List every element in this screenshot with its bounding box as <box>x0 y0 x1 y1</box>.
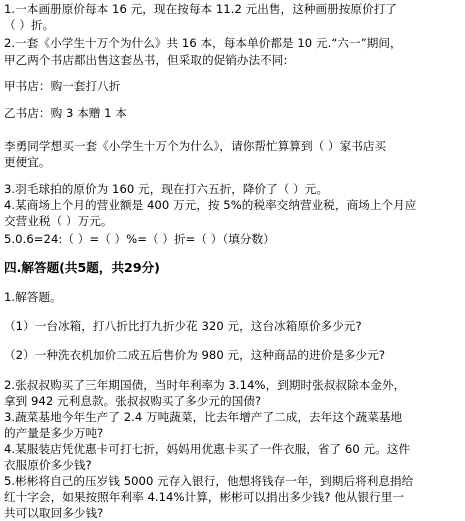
problem-5-line-1: 5.彬彬将自己的压岁钱 5000 元存入银行，他想将钱存一年，到期后将利息捐给 <box>4 474 414 488</box>
q2-line-1: 2.一套《小学生十万个为什么》共 16 本，每本单价都是 10 元.“六一”期间， <box>4 36 402 50</box>
q2-line-3: 李勇同学想买一套《小学生十万个为什么》，请你帮忙算算到（ ）家书店买 <box>4 139 387 153</box>
problem-4-line-1: 4.某服装店凭优惠卡可打七折，妈妈用优惠卡买了一件衣服，省了 60 元。这件 <box>4 442 411 456</box>
problem-5-line-2: 红十字会，如果按照年利率 4.14%计算，彬彬可以捐出多少钱? 他从银行里一 <box>4 490 405 504</box>
q1-line-2: （ ）折。 <box>4 18 55 32</box>
q2-shop-a: 甲书店：购一套打八折 <box>4 79 121 93</box>
problem-1-title: 1.解答题。 <box>4 290 62 304</box>
q4-line-2: 交营业税（ ）万元。 <box>4 214 113 228</box>
q2-shop-b: 乙书店：购 3 本赠 1 本 <box>4 106 127 120</box>
section-4-heading: 四.解答题(共5题，共29分) <box>4 260 160 275</box>
q2-line-2: 甲乙两个书店都出售这套丛书，但采取的促销办法不同: <box>4 53 288 67</box>
problem-1-part-1: （1）一台冰箱，打八折比打九折少花 320 元，这台冰箱原价多少元? <box>4 319 362 333</box>
q4-line-1: 4.某商场上个月的营业额是 400 万元，按 5%的税率交纳营业税，商场上个月应 <box>4 198 417 212</box>
problem-4-line-2: 衣服原价多少钱? <box>4 458 92 472</box>
q5-line: 5.0.6=24:（ ）=（ ）%=（ ）折=（ ）（填分数） <box>4 232 275 246</box>
q2-line-4: 更便宜。 <box>4 155 51 169</box>
problem-2-line-1: 2.张叔叔购买了三年期国债，当时年利率为 3.14%，到期时张叔叔除本金外， <box>4 378 406 392</box>
problem-1-part-2: （2）一种洗衣机加价二成五后售价为 980 元，这种商品的进价是多少元? <box>4 348 386 362</box>
q1-line-1: 1.一本画册原价每本 16 元，现在按每本 11.2 元出售，这种画册按原价打了 <box>4 2 397 16</box>
problem-3-line-1: 3.蔬菜基地今年生产了 2.4 万吨蔬菜，比去年增产了二成，去年这个蔬菜基地 <box>4 410 403 424</box>
problem-5-line-3: 共可以取回多少钱? <box>4 506 104 520</box>
problem-2-line-2: 拿到 942 元利息款。张叔叔购买了多少元的国债? <box>4 394 262 408</box>
q3-line: 3.羽毛球拍的原价为 160 元，现在打六五折，降价了（ ）元。 <box>4 182 329 196</box>
problem-3-line-2: 的产量是多少万吨? <box>4 426 104 440</box>
